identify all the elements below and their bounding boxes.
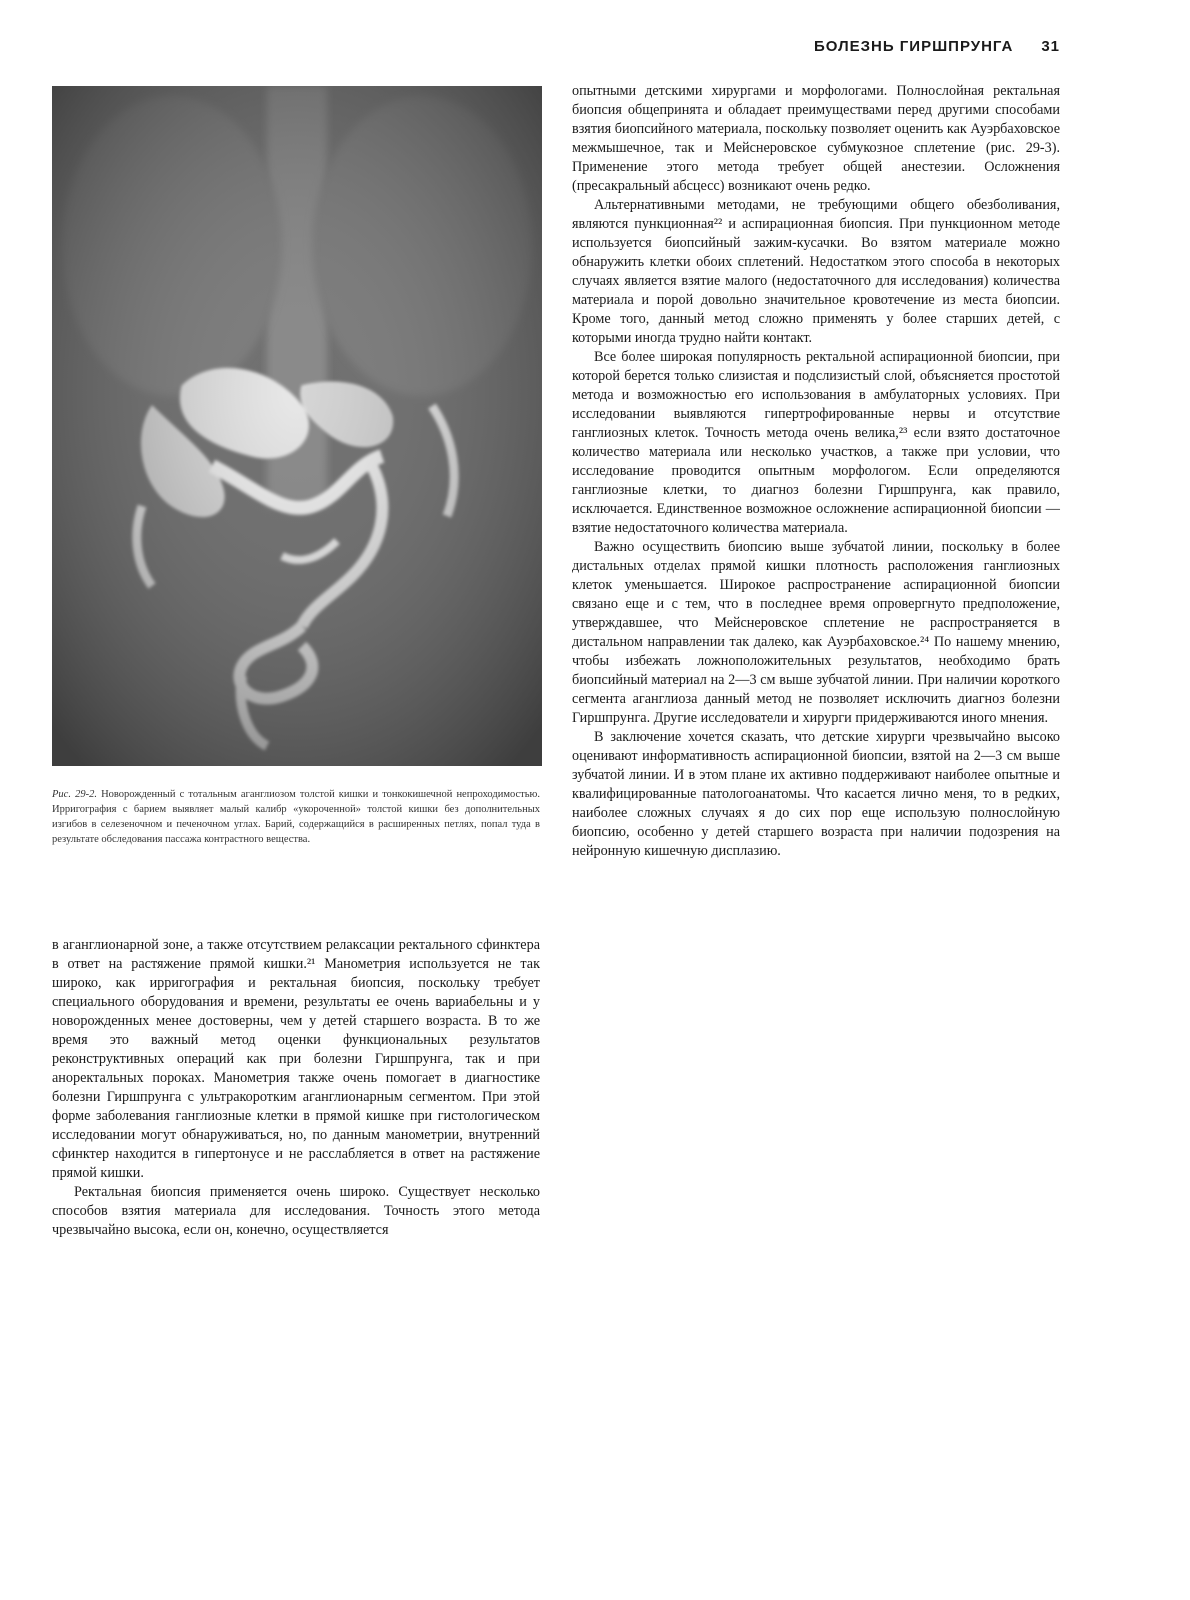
paragraph: опытными детскими хирургами и морфологами. Полнослойная ректальная биопсия общепринята и обладает преимуществами перед другими способами взятия биопсийного материала, поскольку позволяет оценить как Ауэрбаховское межмышечное, так и Мейснеровское субмукозное сплетение (рис. 29-3). Применение этого метода требует общей анестезии. Осложнения (пресакральный абсцесс) возникают очень редко. <box>572 83 1060 194</box>
figure-caption <box>52 787 540 847</box>
left-text-column <box>52 936 540 1240</box>
figure-caption-label: Рис. 29-2. <box>52 789 97 800</box>
paragraph: в аганглионарной зоне, а также отсутствием релаксации ректального сфинктера в ответ на растяжение прямой кишки.²¹ Манометрия используется не так широко, как ирригография и ректальная биопсия, поскольку требует специального оборудования и времени, результаты ее очень вариабельны и у новорожденных менее достоверны, чем у детей старшего возраста. В то же время это важный метод оценки функциональных результатов реконструктивных операций как при болезни Гиршпрунга, так и при аноректальных пороках. Манометрия также очень помогает в диагностике болезни Гиршпрунга с ультракоротким аганглионарным сегментом. При этой форме заболевания ганглиозные клетки в прямой кишке при гистологическом исследовании могут обнаруживаться, но, по данным манометрии, внутренний сфинктер находится в гипертонусе и не расслабляется в ответ на растяжение прямой кишки. <box>52 937 540 1181</box>
page-number: 31 <box>1041 38 1060 55</box>
paragraph: Ректальная биопсия применяется очень широко. Существует несколько способов взятия материала для исследования. Точность этого метода чрезвычайно высока, если он, конечно, осуществляется <box>52 1184 540 1238</box>
paragraph: В заключение хочется сказать, что детские хирурги чрезвычайно высоко оценивают информативность аспирационной биопсии, взятой на 2—3 см выше зубчатой линии. И в этом плане их активно поддерживают наиболее опытные и квалифицированные патологоанатомы. Что касается лично меня, то в редких, наиболее сложных случаях я до сих пор еще использую полнослойную биопсию, особенно у детей старшего возраста при наличии подозрения на нейронную кишечную дисплазию. <box>572 729 1060 859</box>
paragraph: Альтернативными методами, не требующими общего обезболивания, являются пункционная²² и аспирационная биопсия. При пункционном методе используется биопсийный зажим-кусачки. Во взятом материале можно обнаружить клетки обоих сплетений. Недостатком этого способа в некоторых случаях является взятие малого (недостаточного для исследования) количества материала и порой довольно значительное кровотечение из места биопсии. Кроме того, данный метод сложно применять у более старших детей, с которыми иногда трудно найти контакт. <box>572 197 1060 346</box>
paragraph: Все более широкая популярность ректальной аспирационной биопсии, при которой берется только слизистая и подслизистый слой, объясняется простотой метода и возможностью его использования в амбулаторных условиях. При исследовании выявляются гипертрофированные нервы и отсутствие ганглиозных клеток. Точность метода очень велика,²³ если взято достаточное количество материала или несколько участков, а также при условии, что исследование проводится опытным морфологом. Если определяются ганглиозные клетки, то диагноз болезни Гиршпрунга, как правило, исключается. Единственное возможное осложнение аспирационной биопсии — взятие недостаточного количества материала. <box>572 349 1060 536</box>
running-title: БОЛЕЗНЬ ГИРШПРУНГА <box>814 38 1014 55</box>
barium-enema-xray-image <box>52 86 542 766</box>
right-text-column <box>572 82 1060 861</box>
figure-caption-text: Новорожденный с тотальным аганглиозом толстой кишки и тонкокишечной непроходимостью. Ирригография с барием выявляет малый калибр «укороченной» толстой кишки без дополнительных изгибов в селезеночном и печеночном углах. Барий, содержащийся в расширенных петлях, попал туда в результате обследования пассажа контрастного вещества. <box>52 789 540 845</box>
paragraph: Важно осуществить биопсию выше зубчатой линии, поскольку в более дистальных отделах прямой кишки плотность расположения ганглиозных клеток уменьшается. Широкое распространение аспирационной биопсии связано еще и с тем, что в последнее время опровергнуто предположение, утверждавшее, что Мейснеровское сплетение не распространяется в дистальном направлении так далеко, как Ауэрбаховское.²⁴ По нашему мнению, чтобы избежать ложноположительных результатов, необходимо брать биопсийный материал на 2—3 см выше зубчатой линии. При наличии короткого сегмента аганглиоза данный метод не позволяет исключить диагноз болезни Гиршпрунга. Другие исследователи и хирурги придерживаются иного мнения. <box>572 539 1060 726</box>
radiograph-figure <box>52 86 542 766</box>
page-header <box>760 38 1060 66</box>
